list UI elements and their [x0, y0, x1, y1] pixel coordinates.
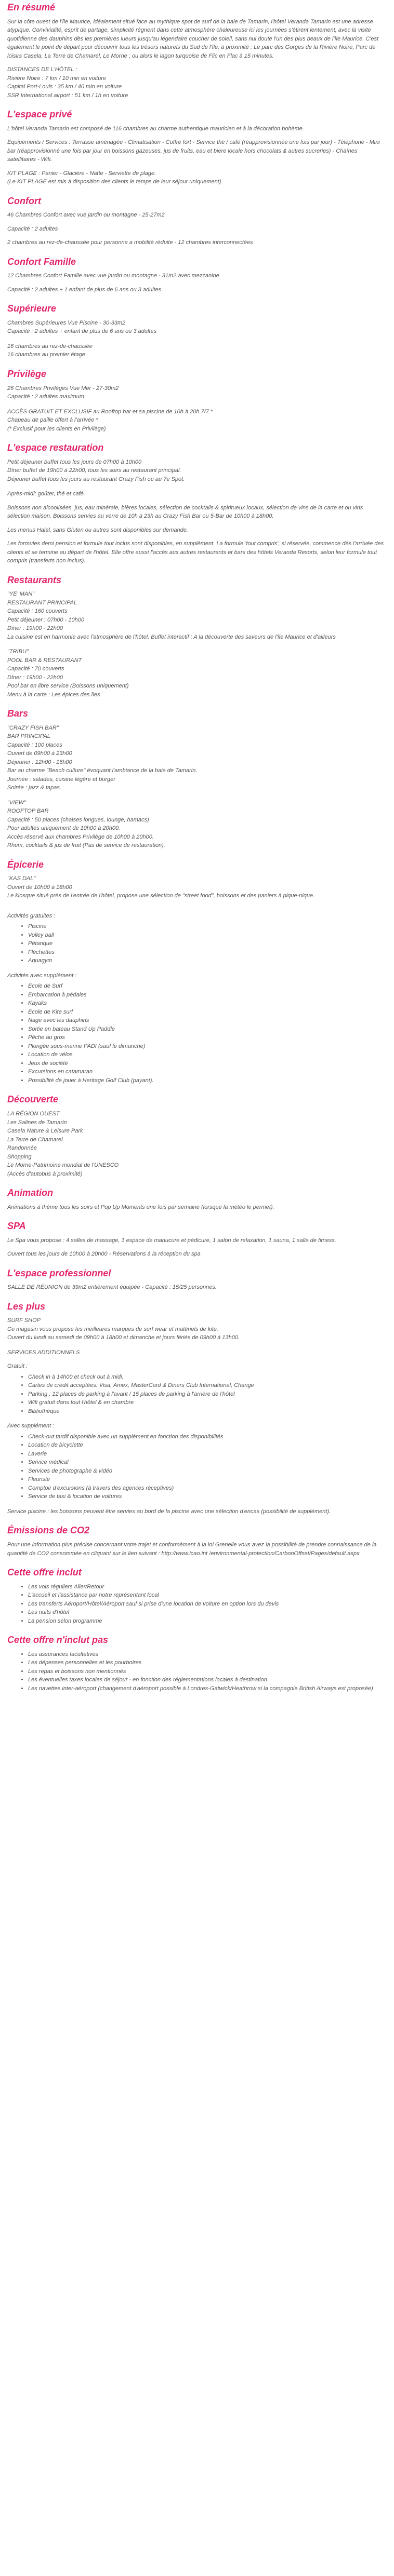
list-item: • La pension selon programme	[28, 1617, 387, 1626]
section-title: SPA	[7, 1221, 26, 1232]
section-restauration	[7, 442, 387, 565]
list-item: • Service de taxi & location de voitures	[28, 1492, 387, 1501]
list-item: • Aquagym	[28, 956, 387, 965]
section-espace-prive	[7, 109, 387, 186]
pool-service-note: Service piscine : les boissons peuvent être servies au bord de la piscine avec une sélection d'encas (possibilité de supplément).	[7, 1508, 331, 1515]
list-item: • Parking : 12 places de parking à l'avant / 15 places de parking à l'arrière de l'hôtel	[28, 1390, 387, 1399]
list-item: • Les dépenses personnelles et les pourboires	[28, 1658, 387, 1667]
room-line: 16 chambres au premier étage	[7, 352, 85, 358]
list-item: • Embarcation à pédales	[28, 991, 387, 1000]
bar-name: "VIEW"	[7, 799, 26, 806]
page-content	[0, 2, 394, 1704]
restaurant-capacity: Capacité : 70 couverts	[7, 666, 64, 672]
meal-line: Petit déjeuner buffet tous les jours de 07h00 à 10h00	[7, 458, 142, 465]
list-item: (Accès d'autobus à proximité)	[7, 1170, 83, 1177]
list-item: • Check in à 14h00 et check out à midi.	[28, 1373, 387, 1382]
list-item: Le Morne-Patrimoine mondial de l'UNESCO	[7, 1162, 119, 1169]
list-item: • Pêche au gros	[28, 1033, 387, 1042]
section-title: En résumé	[7, 2, 56, 12]
list-item: • Jeux de société	[28, 1059, 387, 1068]
section-title: Restaurants	[7, 574, 62, 585]
section-decouverte	[7, 1094, 387, 1178]
discovery-list	[7, 1110, 387, 1178]
spa-text: Le Spa vous propose : 4 salles de massage, 1 espace de manucure et pédicure, 1 salon de relaxation, 1 sauna, 1 salle de fitness.	[7, 1237, 336, 1244]
paid-activities-list	[7, 982, 387, 1085]
room-block	[7, 319, 387, 336]
room-note: (* Exclusif pour les clients en Privilège)	[7, 425, 106, 432]
list-item: • Plongée sous-marine PADI (sauf le dimanche)	[28, 1042, 387, 1051]
section-title: Privilège	[7, 368, 47, 379]
free-activities-list	[7, 922, 387, 965]
list-item: Randonnée	[7, 1145, 37, 1152]
room-line: 16 chambres au rez-de-chaussée	[7, 343, 93, 349]
list-item: • Ecole de Kite surf	[28, 1008, 387, 1017]
room-line: 26 Chambres Privilèges Vue Mer - 27-30m2	[7, 385, 119, 392]
list-item: • Piscine	[28, 922, 387, 931]
bar-description: Journée : salades, cuisine légère et burger	[7, 776, 115, 783]
restaurant-ye-man	[7, 590, 387, 641]
list-item: • Sortie en bateau Stand Up Paddle	[28, 1025, 387, 1034]
room-block	[7, 342, 387, 359]
board-text: Les formules demi pension et formule tout inclus sont disponibles, en supplément. La formule 'tout compris', si réservée, commence dès l'arrivée des clients et se termine au départ de l'hôtel. Elle offre aussi l'accès aux autres restaurants et bars des hôtels Veranda Resorts, selon leur formule tout compris (transferts non inclus).	[7, 541, 384, 564]
bar-description: Bar au charme "Beach culture" évoquant l'ambiance de la baie de Tamarin.	[7, 767, 198, 774]
list-item: • Les éventuelles taxes locales de séjour - en fonction des réglementations locales à destination	[28, 1676, 387, 1684]
list-item: LA RÉGION OUEST	[7, 1111, 60, 1117]
list-item: • Volley ball	[28, 931, 387, 940]
list-item: • Service médical	[28, 1458, 387, 1467]
distance-item: SSR International airport : 51 km / 1h en voiture	[7, 92, 128, 99]
restaurant-name: "TRIBU"	[7, 649, 29, 655]
free-activities-label: Activités gratuites :	[7, 912, 56, 919]
list-item: • Services de photographe & vidéo	[28, 1467, 387, 1476]
list-item: • Location de vélos	[28, 1050, 387, 1059]
bar-description: Soirée : jazz & tapas.	[7, 785, 61, 791]
list-item: • Check-out tardif disponible avec un supplément en fonction des disponibilités	[28, 1433, 387, 1441]
section-title: L'espace privé	[7, 109, 72, 120]
spa-hours: Ouvert tous les jours de 10h00 à 20h00 - Réservations à la réception du spa	[7, 1251, 201, 1258]
section-title: Épicerie	[7, 859, 44, 870]
section-title: Cette offre n'inclut pas	[7, 1635, 108, 1646]
section-les-plus	[7, 1301, 387, 1516]
animation-text: Animations à thème tous les soirs et Pop Up Moments une fois par semaine (lorsque la météo le permet).	[7, 1204, 274, 1210]
bar-capacity: Capacité : 50 places (chaises longues, lounge, hamacs)	[7, 816, 149, 823]
list-item: • Kayaks	[28, 999, 387, 1008]
surf-shop-name: SURF SHOP	[7, 1317, 41, 1324]
list-item: • L'accueil et l'assistance par notre représentant local	[28, 1591, 387, 1600]
distance-item: Rivière Noire : 7 km / 10 min en voiture	[7, 75, 107, 82]
beach-kit-note: (Le KIT PLAGE est mis à disposition des clients le temps de leur séjour uniquement)	[7, 179, 221, 185]
section-title: Confort	[7, 195, 41, 206]
section-offre-ninclut	[7, 1635, 387, 1693]
list-item: • Bibliothèque	[28, 1407, 387, 1416]
list-item: La Terre de Chamarel	[7, 1136, 63, 1143]
kiosk-block	[7, 874, 387, 900]
paid-activities-label: Activités avec supplément :	[7, 972, 77, 979]
intro-text: Sur la côte ouest de l'île Maurice, idéalement situé face au mythique spot de surf de la baie de Tamarin, l'hôtel Veranda Tamarin est une adresse atypique. Convivialité, esprit de partage, simplicité règnent dans cette atmosphère chaleureuse ici les journées s'étirent lentement, avec la visite quotidienne des dauphins dès les premières lueurs jusqu'au légendaire coucher de soleil, sans nul doute l'un des plus beaux de l'île Maurice. C'est également le point de départ pour découvrir tous les trésors naturels du Sud de l'île, à proximité : Le parc des Gorges de la Rivière Noire, Parc de loisirs Casela, La Terre de Chamarel, Le Morne ; ou alors le lagon turquoise de Flic en Flac à 15 minutes.	[7, 18, 379, 59]
list-item: • Cartes de crédit acceptées: Visa, Amex, MasterCard & Diners Club International, Change	[28, 1381, 387, 1390]
beach-kit-text: KIT PLAGE : Panier - Glacière - Natte - Serviette de plage.	[7, 170, 156, 177]
meeting-room-text: SALLE DE RÉUNION de 39m2 entièrement équipée - Capacité : 15/25 personnes.	[7, 1284, 217, 1291]
list-item: • Les navettes inter-aéroport (changement d'aéroport possible à Londres-Gatwick/Heathrow si la compagnie British Airways est proposée)	[28, 1684, 387, 1693]
drinks-text: Boissons non alcoolisées, jus, eau minérale, bières locales, sélection de cocktails & spiritueux locaux, sélection de vins de la carte et ou vins sélection maison. Boissons servies au verre de 10h à 23h au Crazy Fish Bar ou 5-Bar de 10h00 à 18h00.	[7, 504, 363, 520]
paid-services-list	[7, 1433, 387, 1501]
kiosk-hours: Ouvert de 10h00 à 18h00	[7, 884, 72, 891]
bar-name: "CRAZY FISH BAR"	[7, 724, 59, 731]
list-item: • Les nuits d'hôtel	[28, 1608, 387, 1617]
section-title: Bars	[7, 708, 29, 719]
bar-hours: Déjeuner : 12h00 - 16h00	[7, 759, 72, 765]
restaurant-hours: Dîner : 19h00 - 22h00	[7, 625, 63, 632]
bar-hours: Ouvert de 09h00 à 23h00	[7, 750, 72, 757]
restaurant-capacity: Capacité : 160 couverts	[7, 608, 68, 615]
section-animation	[7, 1188, 387, 1211]
section-privilege	[7, 369, 387, 433]
equipment-text: Equipements / Services : Terrasse aménagée - Climatisation - Coffre fort - Service thé / café (réapprovisionnée une fois par jour) - Téléphone - Mini bar (réapprovisionné une fois par jour en boissons gazeuses, jus de fruits, eau et biere locale hors chocolats & autres sucreries) - Chaînes satellitaires - Wifi.	[7, 139, 380, 163]
section-title: Animation	[7, 1188, 53, 1198]
menus-text: Les menus Halal, sans Gluten ou autres sont disponibles sur demande.	[7, 527, 188, 533]
excluded-list	[7, 1650, 387, 1693]
section-title: L'espace professionnel	[7, 1267, 111, 1278]
meal-line: Déjeuner buffet tous les jours au restaurant Crazy Fish ou au 7e Spot.	[7, 476, 185, 482]
section-title: Cette offre inclut	[7, 1567, 82, 1577]
surf-shop-block	[7, 1316, 387, 1342]
list-item: • Nage avec les dauphins	[28, 1016, 387, 1025]
section-resume	[7, 2, 387, 100]
meal-line: Dîner buffet de 19h00 à 22h00, tous les soirs au restaurant principal.	[7, 467, 181, 474]
restaurant-description: Pool bar en libre service (Boissons uniquement)	[7, 683, 129, 690]
section-confort-famille	[7, 257, 387, 294]
included-list	[7, 1583, 387, 1626]
list-item: Shopping	[7, 1153, 32, 1160]
bar-crazy-fish	[7, 724, 387, 792]
room-capacity: Capacité : 2 adultes + enfant de plus de 6 ans ou 3 adultes	[7, 328, 157, 335]
list-item: • Ecole de Surf	[28, 982, 387, 991]
bar-type: ROOFTOP BAR	[7, 808, 49, 815]
surf-shop-hours: Ouvert du lundi au samedi de 09h00 à 18h00 et dimanche et jours fériés de 09h00 à 13h00.	[7, 1334, 240, 1341]
restaurant-name: "YE' MAN"	[7, 591, 35, 598]
room-line: 46 Chambres Confort avec vue jardin ou montagne - 25-27m2	[7, 212, 165, 219]
room-capacity: Capacité : 2 adultes maximum	[7, 394, 84, 400]
section-restaurants	[7, 575, 387, 699]
services-label: SERVICES ADDITIONNELS	[7, 1349, 80, 1356]
room-block	[7, 408, 387, 434]
rooms-description: L'hôtel Veranda Tamarin est composé de 116 chambres au charme authentique mauricien et à la décoration bohème.	[7, 125, 304, 132]
section-title: Émissions de CO2	[7, 1525, 90, 1536]
list-item: • Wifi gratuit dans tout l'hôtel & en chambre	[28, 1398, 387, 1407]
distance-item: Capital Port-Louis : 35 km / 40 min en voiture	[7, 84, 122, 90]
room-perk: Chapeau de paille offert à l'arrivée *	[7, 417, 98, 424]
kiosk-description: Le kiosque situé près de l'entrée de l'hôtel, propose une sélection de "street food", boissons et des paniers à pique-nique.	[7, 893, 315, 899]
kiosk-name: "KAS DAL"	[7, 875, 36, 882]
room-capacity: Capacité : 2 adultes + 1 enfant de plus de 6 ans ou 3 adultes	[7, 286, 162, 293]
section-title: Supérieure	[7, 303, 57, 314]
restaurant-description: La cuisine est en harmonie avec l'atmosphère de l'hôtel. Buffet interactif : A la découverte des saveurs de l'île Maurice et d'ailleurs	[7, 633, 336, 640]
bar-view	[7, 799, 387, 850]
section-title: Les plus	[7, 1301, 46, 1312]
surf-shop-description: Ce magasin vous propose les meilleures marques de surf wear et matériels de kite.	[7, 1326, 218, 1332]
free-services-list	[7, 1373, 387, 1416]
bar-description: Rhum, cocktails & jus de fruit (Pas de service de restauration).	[7, 842, 165, 849]
section-title: Découverte	[7, 1094, 59, 1105]
section-title: L'espace restauration	[7, 442, 104, 453]
restaurant-hours: Petit déjeuner : 07h00 - 10h00	[7, 616, 85, 623]
list-item: • Les vols réguliers Aller/Retour	[28, 1583, 387, 1592]
room-line: 12 Chambres Confort Famille avec vue jardin ou montagne - 31m2 avec mezzanine	[7, 273, 219, 279]
section-bars	[7, 708, 387, 850]
list-item: Casela Nature & Leisure Park	[7, 1128, 83, 1135]
list-item: • Excursions en catamaran	[28, 1068, 387, 1076]
meal-line: Après-midi: goûter, thé et café.	[7, 491, 85, 497]
room-line: Chambres Supérieures Vue Piscine - 30-33m2	[7, 319, 126, 326]
list-item: • Les repas et boissons non mentionnés	[28, 1667, 387, 1676]
list-item: • Fléchettes	[28, 948, 387, 957]
list-item: • Location de bicyclette	[28, 1441, 387, 1450]
distances-label: DISTANCES DE L'HÔTEL :	[7, 66, 77, 73]
list-item: Les Salines de Tamarin	[7, 1119, 67, 1126]
beach-kit-block	[7, 169, 387, 186]
room-line: 2 chambres au rez-de-chaussée pour personne a mobilité réduite - 12 chambres interconnectées	[7, 239, 253, 246]
bar-type: BAR PRINCIPAL	[7, 733, 50, 740]
section-co2	[7, 1525, 387, 1558]
section-offre-inclut	[7, 1567, 387, 1625]
list-item: • Laverie	[28, 1450, 387, 1459]
section-epicerie	[7, 859, 387, 1085]
bar-hours: Pour adultes uniquement de 10h00 à 20h00.	[7, 825, 121, 832]
list-item: • Pétanque	[28, 939, 387, 948]
list-item: • Les transferts Aéroport/Hôtel/Aéroport sauf si prise d'une location de voiture en option lors du devis	[28, 1600, 387, 1609]
distances-block	[7, 65, 387, 100]
restaurant-type: RESTAURANT PRINCIPAL	[7, 599, 77, 606]
list-item: • Fleuriste	[28, 1475, 387, 1484]
restaurant-tribu	[7, 648, 387, 699]
meal-block	[7, 458, 387, 484]
spacer	[7, 1357, 387, 1362]
bar-capacity: Capacité : 100 places	[7, 741, 62, 748]
restaurant-description: Menu à la carte : Les épices des îles	[7, 691, 100, 698]
section-spa	[7, 1221, 387, 1259]
section-title: Confort Famille	[7, 256, 76, 267]
paid-services-label: Avec supplément :	[7, 1423, 55, 1429]
bar-access: Accès réservé aux chambres Privilège de 10h00 à 20h00.	[7, 833, 154, 840]
list-item: • Comptoir d'excursions (à travers des agences réceptives)	[28, 1484, 387, 1493]
room-perk: ACCÈS GRATUIT ET EXCLUSIF au Rooftop bar et sa piscine de 10h à 20h 7/7 *	[7, 408, 213, 415]
list-item: • Les assurances facultatives	[28, 1650, 387, 1659]
section-superieure	[7, 303, 387, 359]
spacer	[7, 907, 387, 912]
restaurant-hours: Dîner : 19h00 - 22h00	[7, 674, 63, 681]
restaurant-type: POOL BAR & RESTAURANT	[7, 657, 82, 664]
section-confort	[7, 196, 387, 247]
co2-text: Pour une information plus précise concernant votre trajet et conformément à la loi Grenelle vous avez la possibilité de prendre connaissance de la quantité de CO2 consommée en cliquant sur le lien suivant : http://www.icao.int /environmental-protection/CarbonOffset/Pages/default.aspx	[7, 1542, 377, 1557]
free-services-label: Gratuit :	[7, 1363, 28, 1370]
section-professionnel	[7, 1268, 387, 1292]
room-block	[7, 384, 387, 401]
room-capacity: Capacité : 2 adultes	[7, 225, 58, 232]
list-item: • Possibilité de jouer à Heritage Golf Club (payant).	[28, 1076, 387, 1085]
